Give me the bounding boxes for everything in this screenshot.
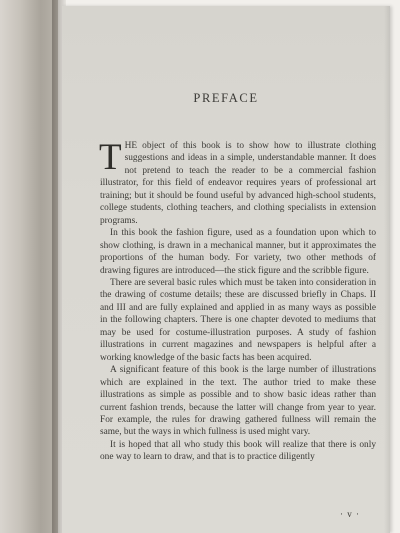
paragraph-4: A significant feature of this book is the large number of illustrations which are explained in the text. The author tried to make these illustrations as simple as possible and to show basic ideas rather than current fashion trends, because the latter will change from year to year. For example, the rules for drawing gathered fullness will remain the same, but the ways in which fullness is used might vary. [100,365,376,438]
preface-text [99,137,376,464]
paragraph-1 [99,137,376,227]
book-cover-edge [0,0,58,533]
paragraph-2: In this book the fashion figure, used as a foundation upon which to show clothing, is drawn in a mechanical manner, but it approximates the proportions of the human body. For variety, two other methods of drawing figures are introduced—the stick figure and the scribble figure. [100,228,376,276]
page-edge-shadow [384,6,390,533]
paragraph-1-text: HE object of this book is to show how to illustrate clothing suggestions and ideas in a simple, understandable manner. It does not pretend to teach the reader to be a commercial fashion illustrator, for this field of endeavor requires years of professional art training; but it should be found useful by advanced high-school students, college students, clothing teachers, and clothing specialists in extension programs. [100,141,376,226]
page-title: PREFACE [193,91,259,105]
book-page [62,6,390,533]
page-number: · v · [340,509,360,519]
paragraph-5: It is hoped that all who study this book will realize that there is only one way to learn to draw, and that is to practice diligently [100,439,376,463]
paragraph-3: There are several basic rules which must be taken into consideration in the drawing of costume details; these are discussed briefly in Chaps. II and III and are fully explained and applied in as many ways as possible in the following chapters. There is one chapter devoted to mediums that may be used for costume-illustration purposes. A study of fashion illustrations in current magazines and newspapers is helpful after a working knowledge of the basic facts has been acquired. [100,277,376,363]
drop-cap: T [99,137,122,178]
